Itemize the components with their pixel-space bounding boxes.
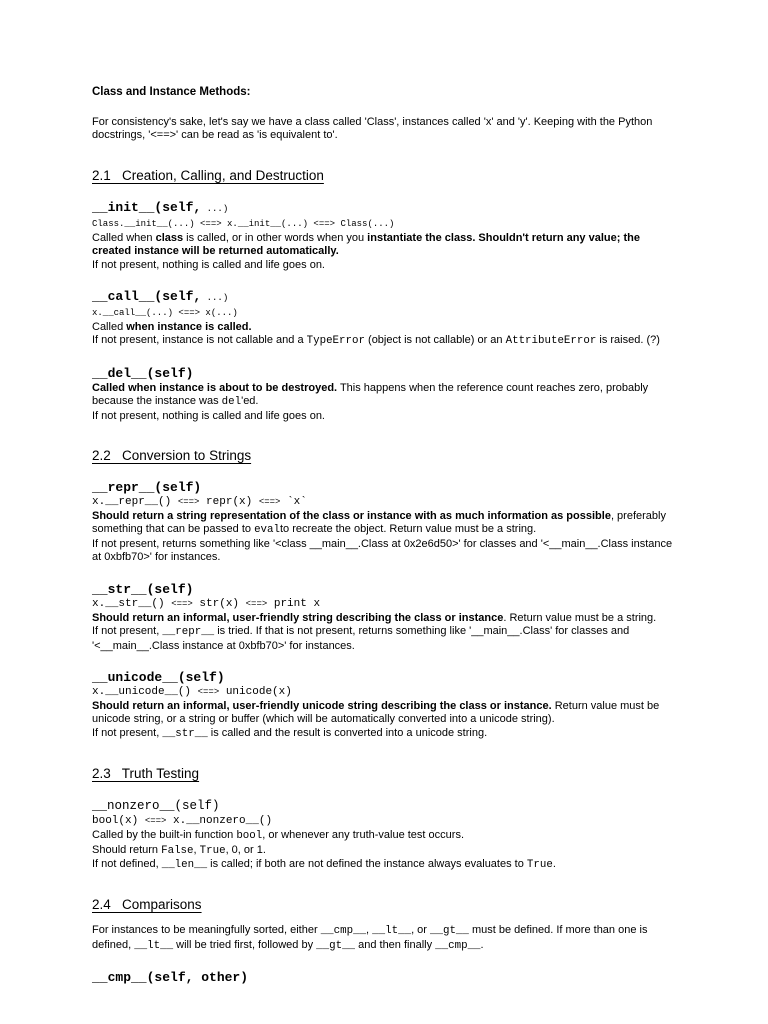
section-heading — [92, 168, 680, 183]
text-run: __cmp__ — [435, 939, 481, 952]
text-run: __lt__ — [372, 925, 412, 938]
text-run: 2.4 Comparisons — [92, 897, 202, 913]
paragraph — [92, 700, 680, 727]
text-run: 2.3 Truth Testing — [92, 766, 200, 782]
method-signature — [92, 670, 680, 685]
text-run: ...) — [201, 203, 229, 214]
text-run: x.__nonzero__() — [166, 815, 273, 828]
paragraph — [92, 382, 680, 410]
text-run: ...) — [201, 293, 229, 304]
code-line — [92, 598, 680, 611]
text-run: unicode(x) — [219, 685, 292, 698]
text-run: Should return a string representation of the class or instance with as much information as possible — [92, 510, 611, 523]
text-run: Should return an informal, user-friendly unicode string describing the class or instance. — [92, 699, 552, 712]
text-run: , — [366, 924, 373, 937]
paragraph — [92, 829, 680, 843]
text-run: For consistency's sake, let's say we have a class called 'Class', instances called 'x' and 'y'. Keeping with the Python docstrings, '<==>' can be read as 'is equivalent to'. — [92, 116, 656, 142]
text-run: repr(x) — [199, 496, 259, 509]
section-heading — [92, 448, 680, 463]
text-run: , 0, or 1. — [225, 843, 266, 856]
text-run: x.__str__() — [92, 597, 172, 610]
text-run: Called when instance is about to be destroyed. — [92, 381, 338, 394]
text-run: x.__repr__() — [92, 496, 178, 509]
text-run: class — [155, 231, 184, 244]
paragraph — [92, 844, 680, 858]
text-run: __unicode__(self) — [92, 669, 225, 685]
text-run: This happens when the reference count reaches zero, probably because the instance was — [92, 381, 652, 408]
method-signature — [92, 200, 680, 217]
text-run: <==> — [171, 598, 193, 609]
text-run: Should return an informal, user-friendly string describing the class or instance — [92, 611, 504, 624]
text-run: 2.2 Conversion to Strings — [92, 448, 252, 464]
paragraph — [92, 334, 680, 348]
method-signature — [92, 289, 680, 306]
method-signature — [92, 582, 680, 597]
text-run: , or — [411, 924, 431, 937]
text-run: <==> — [177, 497, 200, 508]
text-run: __del__(self) — [92, 365, 194, 381]
text-run: . — [480, 938, 484, 951]
text-run: <==> — [144, 816, 167, 827]
paragraph — [92, 625, 680, 653]
text-run: eval — [254, 524, 280, 537]
text-run: If not present, nothing is called and life goes on. — [92, 409, 325, 422]
text-run: 'ed. — [241, 395, 259, 408]
paragraph — [92, 538, 680, 565]
text-run: . — [552, 857, 556, 870]
text-run: __gt__ — [430, 925, 469, 938]
method-signature — [92, 366, 680, 381]
code-line — [92, 307, 680, 320]
text-run: __nonzero__(self) — [92, 799, 220, 814]
text-run: and then finally — [355, 938, 436, 951]
text-run: If not defined, — [92, 857, 162, 870]
text-run: <==> — [245, 598, 268, 609]
text-run: __cmp__ — [320, 925, 367, 938]
section-heading — [92, 897, 680, 912]
paragraph — [92, 612, 680, 625]
text-run: __call__(self, — [92, 289, 202, 305]
text-run: <==> — [197, 686, 220, 697]
text-run: 2.1 Creation, Calling, and Destruction — [92, 167, 324, 183]
text-run: is raised. (?) — [596, 334, 660, 347]
text-run: If not present, returns something like '<class __main__.Class at 0x2e6d50>' for classes and '<__main__.Class instance at 0xbfb70>' for instances. — [92, 537, 676, 564]
text-run: Class and Instance Methods: — [92, 86, 251, 98]
paragraph — [92, 510, 680, 538]
text-run: If not present, nothing is called and life goes on. — [92, 258, 325, 271]
text-run: , preferably something that can be passed to — [92, 510, 670, 536]
paragraph — [92, 924, 680, 953]
method-signature — [92, 970, 680, 985]
text-run: del — [221, 396, 242, 409]
text-run: If not present, — [92, 625, 163, 638]
text-run: True — [526, 858, 553, 871]
paragraph — [92, 410, 680, 423]
text-run: <==> — [258, 497, 281, 508]
text-run: is called; if both are not defined the instance always evaluates to — [207, 857, 527, 870]
paragraph — [92, 259, 680, 272]
text-run: __len__ — [161, 858, 208, 871]
text-run: False — [161, 844, 194, 857]
text-run: , — [193, 843, 200, 856]
text-run: `x` — [280, 496, 307, 509]
text-run: will be tried first, followed by — [173, 938, 317, 951]
text-run: , or whenever any truth-value test occurs. — [262, 829, 464, 842]
text-run: Called — [92, 321, 127, 334]
text-run: __repr__ — [162, 626, 215, 639]
text-run: __lt__ — [134, 939, 174, 952]
text-run: (object is not callable) or an — [364, 334, 506, 347]
text-run: is called and the result is converted into a unicode string. — [207, 726, 488, 739]
paragraph — [92, 232, 680, 259]
paragraph — [92, 727, 680, 741]
text-run: AttributeError — [505, 335, 597, 348]
method-signature — [92, 480, 680, 495]
text-run: If not present, instance is not callable and a — [92, 334, 307, 347]
text-run: . Return value must be a string. — [503, 611, 657, 624]
text-run: x.__unicode__() — [92, 685, 198, 698]
text-run: TypeError — [306, 335, 365, 348]
text-run: print x — [267, 597, 321, 610]
section-heading — [92, 766, 680, 781]
text-run: is called, or in other words when you — [183, 231, 368, 244]
text-run: Called by the built-in function — [92, 829, 237, 842]
document-page — [92, 86, 680, 986]
text-run: __str__ — [162, 727, 208, 740]
text-run: str(x) — [192, 597, 246, 610]
paragraph — [92, 858, 680, 872]
text-run: __repr__(self) — [92, 480, 202, 496]
text-run: __init__(self, — [92, 199, 202, 215]
code-line — [92, 686, 680, 699]
text-run: x.__call__(...) <==> x(...) — [92, 308, 238, 319]
paragraph — [92, 321, 680, 334]
text-run: instantiate the class. Shouldn't return any value; the created instance will be returned automatically. — [92, 231, 644, 258]
text-run: For instances to be meaningfully sorted, either — [92, 924, 321, 937]
text-run: Return value must be unicode string, or a string or buffer (which will be automatically converted into a unicode string). — [92, 699, 663, 726]
text-run: when instance is called. — [126, 321, 252, 334]
text-run: must be defined. If more than one is defined, — [92, 924, 651, 951]
text-run: __gt__ — [316, 939, 356, 952]
text-run: bool(x) — [92, 815, 145, 828]
doc-title — [92, 86, 680, 98]
code-line — [92, 815, 680, 828]
text-run: Called when — [92, 231, 156, 244]
text-run: Should return — [92, 843, 162, 856]
text-run: If not present, — [92, 726, 163, 739]
method-signature — [92, 798, 680, 814]
text-run: True — [199, 844, 226, 857]
code-line — [92, 218, 680, 231]
text-run: Class.__init__(...) <==> x.__init__(...) <==> Class(...) — [92, 218, 395, 229]
text-run: to recreate the object. Return value must be a string. — [279, 523, 537, 536]
code-line — [92, 496, 680, 509]
text-run: bool — [236, 830, 263, 843]
text-run: __cmp__(self, other) — [92, 970, 249, 986]
text-run: __str__(self) — [92, 581, 194, 597]
paragraph — [92, 116, 680, 143]
text-run: is tried. If that is not present, returns something like '__main__.Class' for classes and '<__main__.Class instance at 0xbfb70>' for instances. — [92, 625, 633, 652]
